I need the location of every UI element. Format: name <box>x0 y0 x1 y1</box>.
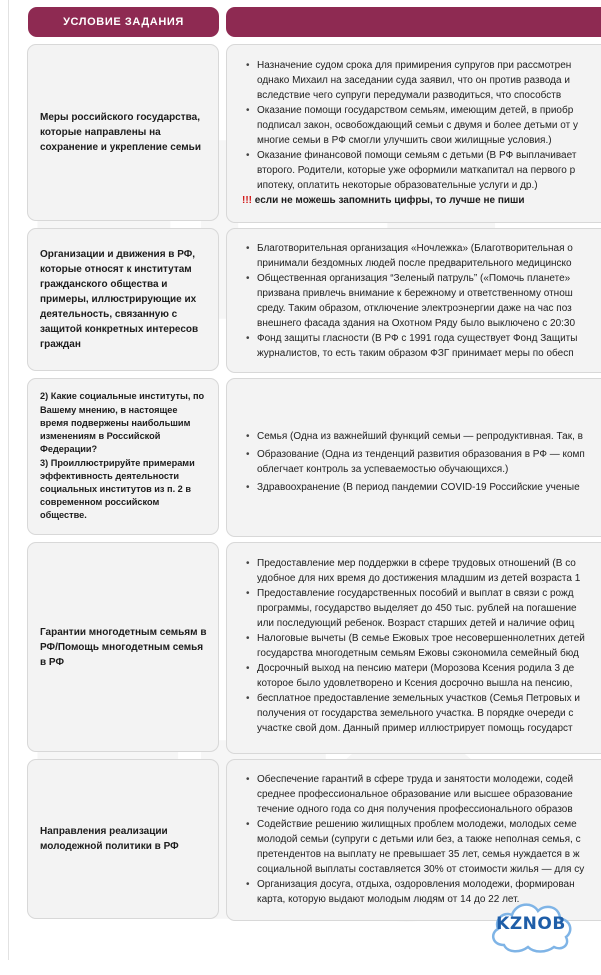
list-item: • Предоставление государственных пособий и выплат в связи с рожд программы, государство выделяет до 450 тыс. рублей на погашение или последующий ребенок. Возраст старших детей и наличие офиц <box>246 588 577 629</box>
list-item: • Здравоохранение (В период пандемии COVID-19 Российские ученые <box>246 482 580 493</box>
list-item: • Досрочный выход на пенсию матери (Морозова Ксения родила 3 де которое было удовлетворено и Ксения досрочно вышла на пенсию, <box>246 663 575 689</box>
row-4-title-box <box>27 542 219 752</box>
row-2-content <box>227 241 601 361</box>
header-task-condition <box>28 7 219 37</box>
list-item: • Образование (Одна из тенденций развития образования в РФ — комп облегчает контроль за успеваемостью обучающихся.) <box>246 449 585 475</box>
row-1-title: Меры российского государства, которые направлены на сохранение и укрепление семьи <box>40 112 201 153</box>
note-exclamation: !!! <box>242 195 252 206</box>
list-item: • Организация досуга, отдыха, оздоровления молодежи, формирован карта, которую выдают молодым людям от 14 до 22 лет. <box>246 879 575 905</box>
row-1-title-box <box>27 44 219 221</box>
row-4-content <box>227 556 601 736</box>
list-item: • Оказание финансовой помощи семьям с детьми (В РФ выплачивает второго. Родители, которые уже оформили маткапитал на первого р ипотеку, оплатить некоторые образовательные услуги и др.) <box>246 150 577 191</box>
row-1-list <box>227 58 601 193</box>
row-4-content-box <box>226 542 601 754</box>
row-2-list <box>227 241 601 361</box>
list-item: • Благотворительная организация «Ночлежка» (Благотворительная о принимали бездомных людей после предварительного медицинско <box>246 243 573 269</box>
list-item: • Семья (Одна из важнейший функций семьи — репродуктивная. Так, в <box>246 431 583 442</box>
header-label: УСЛОВИЕ ЗАДАНИЯ <box>63 16 184 28</box>
row-1-note: !!! если не можешь запомнить цифры, то лучше не пиши <box>242 195 525 206</box>
row-5-title: Направления реализации молодежной политики в РФ <box>40 826 179 852</box>
header-answer <box>226 7 601 37</box>
list-item: • бесплатное предоставление земельных участков (Семья Петровых и получения от государства земельного участка. В порядке очереди с участке свой дом. Данный пример иллюстрирует помощь государст <box>246 693 580 734</box>
list-item: • Общественная организация “Зеленый патруль” («Помочь планете» призвана привлечь внимание к бережному и ответственному отнош среду. Таким образом, отключение электроэнергии даже на час поз внешнего фасада здания на Охотном Ряду было выключено с 20:30 <box>246 273 576 329</box>
row-1-content-box <box>226 44 601 223</box>
list-item: • Обеспечение гарантий в сфере труда и занятости молодежи, содей среднее профессиональное образование или высшее образование течение одного года со дня получения профессионального образов <box>246 774 574 815</box>
row-3-content <box>227 429 601 495</box>
list-item: • Налоговые вычеты (В семье Ежовых трое несовершеннолетних детей государства многодетным семьям Ежовы сэкономила семейный бюд <box>246 633 585 659</box>
list-item: • Назначение судом срока для примирения супругов при рассмотрен однако Михаил на заседании суда заявил, что он против развода и вследствие чего супруги передумали разводиться, что способств <box>246 60 572 101</box>
row-3-list <box>227 429 601 495</box>
list-item: • Содействие решению жилищных проблем молодежи, молодых семе молодой семьи (супруги с детьми или без, а также неполная семья, с претендентов на выплату не превышает 35 лет, семья нуждается в ж социальной выплаты составляется 30% от стоимости жилья — для су <box>246 819 585 875</box>
kznob-logo <box>486 895 576 955</box>
row-4-list <box>227 556 601 736</box>
row-3-content-box <box>226 378 601 537</box>
list-item: • Фонд защиты гласности (В РФ с 1991 года существует Фонд Защиты журналистов, то есть таким образом ФЗГ принимает меры по обесп <box>246 333 578 359</box>
row-2-title: Организации и движения в РФ, которые относят к институтам гражданского общества и примеры, иллюстрирующие их деятельность, связанную с защитой конкретных интересов граждан <box>40 249 199 350</box>
row-5-list <box>227 772 601 907</box>
row-3-title-box <box>27 378 219 535</box>
page-edge-line <box>8 0 9 960</box>
row-2-title-box <box>27 228 219 371</box>
row-3-title: 2) Какие социальные институты, по Вашему мнению, в настоящее время подвержены наибольшим изменениям в Российской Федерации? 3) Проиллюстрируйте примерами эффективность деятельности социальных институтов из п. 2 в современном российском обществе. <box>40 391 205 521</box>
logo-text: KZNOB <box>496 914 566 934</box>
row-4-title: Гарантии многодетным семьям в РФ/Помощь многодетным семья в РФ <box>40 626 207 668</box>
row-1-content <box>227 58 601 208</box>
list-item: • Предоставление мер поддержки в сфере трудовых отношений (В со удобное для них время до достижения младшим из детей возраста 1 <box>246 558 581 584</box>
row-2-content-box <box>226 228 601 373</box>
list-item: • Оказание помощи государством семьям, имеющим детей, в приобр подписал закон, освобождающий семьи с двумя и более детьми от у многие семьи в РФ смогли улучшить свои жилищные условия.) <box>246 105 578 146</box>
row-5-content <box>227 772 601 907</box>
row-5-title-box <box>27 759 219 919</box>
